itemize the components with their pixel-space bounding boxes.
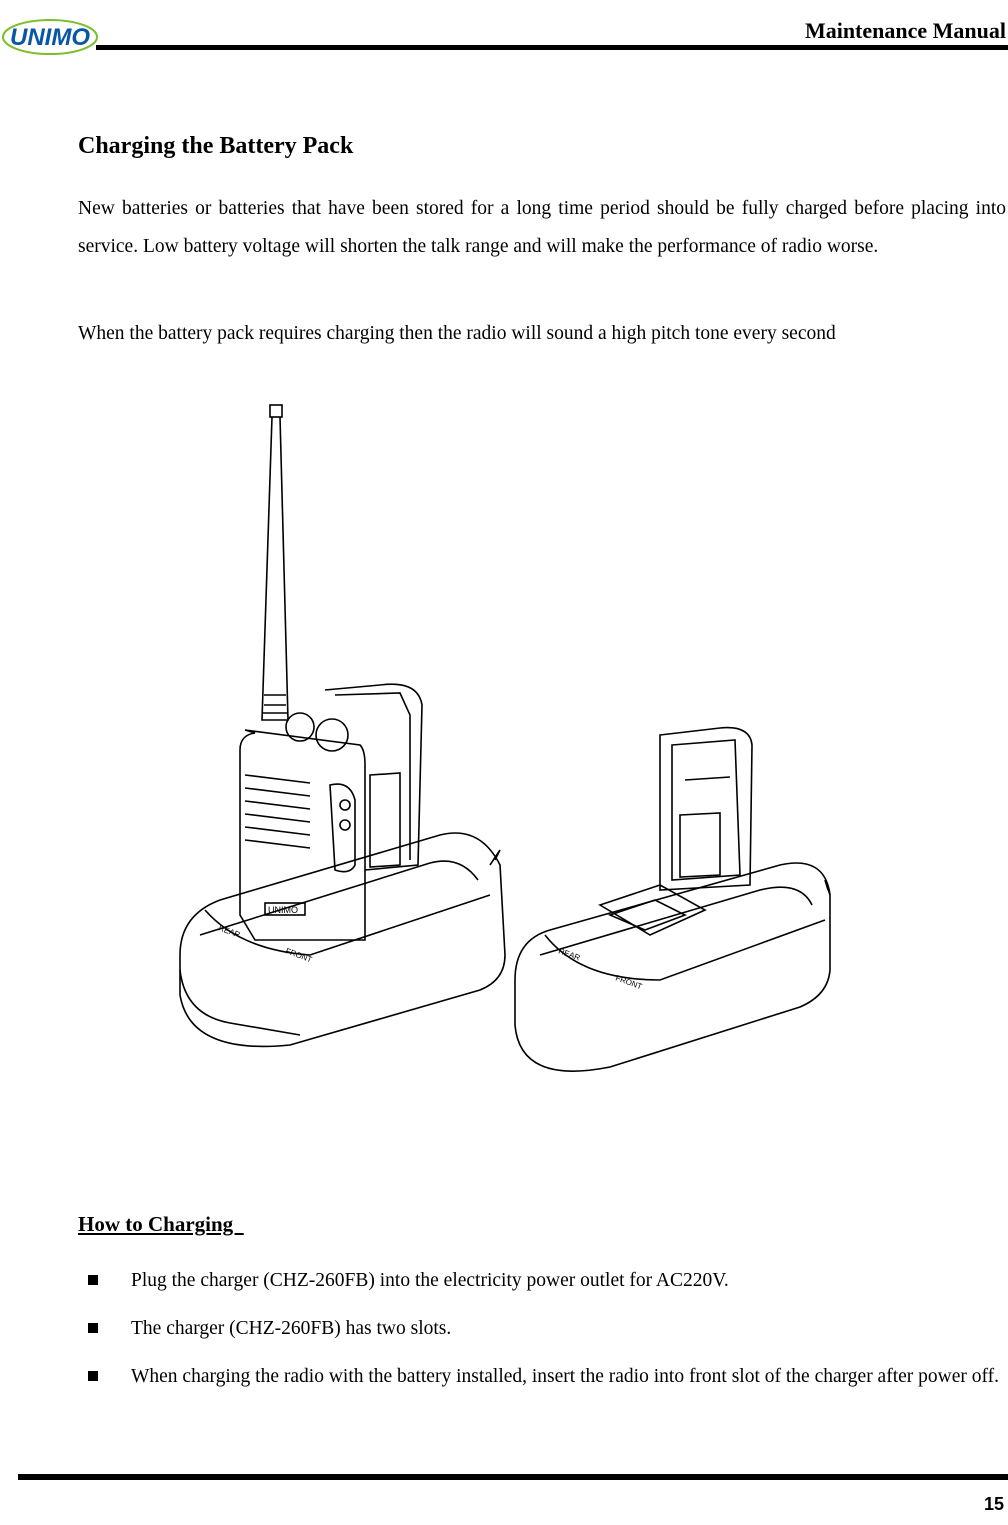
svg-text:REAR: REAR	[217, 923, 242, 940]
footer-divider	[18, 1474, 1008, 1480]
radio-unit	[240, 405, 422, 940]
list-item-text: Plug the charger (CHZ-260FB) into the electricity power outlet for AC220V.	[131, 1270, 729, 1291]
svg-text:REAR: REAR	[557, 946, 582, 963]
bullet-square-icon	[88, 1323, 98, 1333]
list-item	[88, 1357, 1006, 1396]
svg-text:UNIMO: UNIMO	[268, 905, 298, 915]
howto-heading: How to Charging	[78, 1212, 244, 1236]
list-item-text: The charger (CHZ-260FB) has two slots.	[131, 1318, 452, 1339]
svg-text:FRONT: FRONT	[284, 946, 314, 965]
bullet-square-icon	[88, 1275, 98, 1285]
list-item	[88, 1261, 1006, 1300]
right-charger-base	[515, 863, 830, 1071]
battery-holder	[660, 728, 752, 890]
unimo-logo	[0, 14, 100, 60]
bullet-square-icon	[88, 1371, 98, 1381]
page-number: 15	[983, 1494, 1004, 1514]
svg-text:FRONT: FRONT	[614, 973, 644, 992]
intro-paragraph: New batteries or batteries that have been stored for a long time period should be fully charged before placing into service. Low battery voltage will shorten the talk range and will make the performance of radio worse.	[78, 198, 1006, 257]
document-title: Maintenance Manual	[804, 18, 1006, 43]
svg-text:UNIMO: UNIMO	[10, 24, 90, 51]
list-item-text: When charging the radio with the battery installed, insert the radio into front slot of the charger after power off.	[131, 1366, 1000, 1387]
header-divider	[96, 45, 1008, 50]
section-title: Charging the Battery Pack	[78, 133, 354, 159]
charger-illustration	[160, 395, 850, 1085]
tone-paragraph: When the battery pack requires charging then the radio will sound a high pitch tone every second	[78, 323, 836, 344]
list-item	[88, 1309, 1006, 1348]
